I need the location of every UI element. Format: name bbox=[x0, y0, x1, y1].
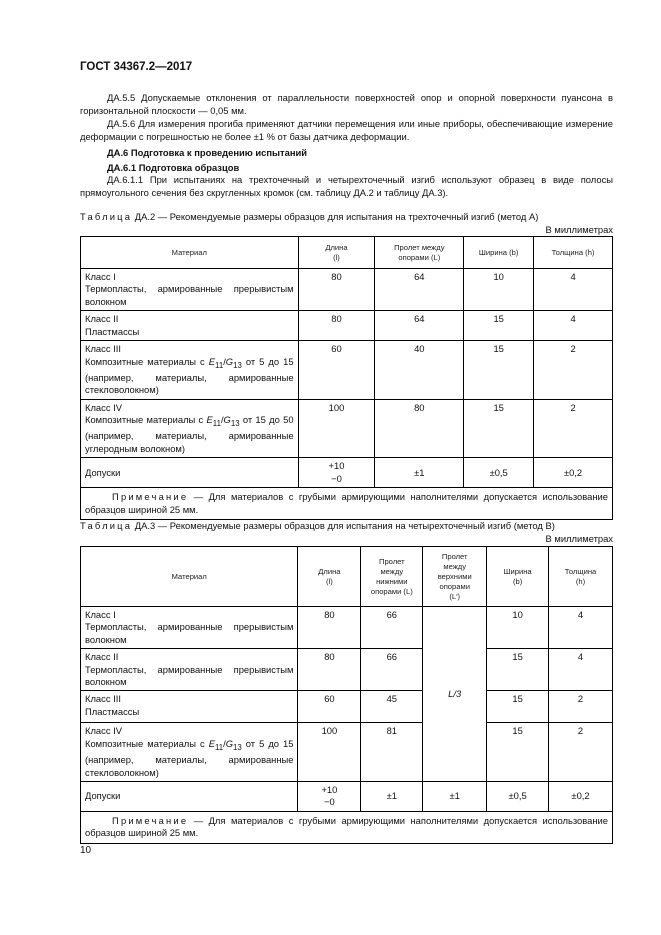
modulus-e: E bbox=[208, 737, 215, 749]
header-lower-span bbox=[361, 547, 423, 607]
note-word: Примечание bbox=[112, 814, 189, 826]
length-tol-plus: +10 bbox=[328, 460, 345, 472]
table-row bbox=[81, 269, 613, 311]
header-thickness bbox=[549, 547, 613, 607]
thickness-cell: 4 bbox=[549, 607, 613, 649]
material-desc: Термопласты, армированные прерывистым волокном bbox=[85, 283, 294, 307]
lower-span-cell: 45 bbox=[361, 691, 423, 723]
modulus-g: G bbox=[223, 414, 231, 426]
length-tol-plus: +10 bbox=[321, 783, 338, 795]
modulus-e: E bbox=[206, 414, 213, 426]
table-da2-caption-text: ДА.2 — Рекомендуемые размеры образцов для испытания на трехточечный изгиб (метод А) bbox=[132, 211, 539, 222]
header-span bbox=[375, 237, 464, 269]
material-class: Класс IV bbox=[85, 401, 122, 413]
material-cell: Класс IV Композитные материалы с $E_{11}/G_{13}$ от 15 до 50 (например, материалы, армированные углеродным волокном) bbox=[81, 399, 299, 458]
width-cell: 10 bbox=[487, 607, 549, 649]
header-upper-span bbox=[423, 547, 487, 607]
h-lower-1: Пролет bbox=[378, 556, 405, 566]
length-tol-minus: −0 bbox=[331, 472, 342, 484]
span-cell: 40 bbox=[375, 341, 464, 400]
width-cell: 15 bbox=[487, 723, 549, 782]
material-class: Класс IV bbox=[85, 725, 122, 737]
material-desc-end: от 15 до 50 (например, материалы, армированные углеродным волокном) bbox=[85, 414, 294, 454]
material-cell bbox=[81, 649, 298, 691]
length-tolerance bbox=[298, 781, 361, 811]
note-text: — Для материалов с грубыми армирующими наполнителями допускается использование образцов шириной 25 мм. bbox=[85, 814, 608, 839]
tolerance-label: Допуски bbox=[81, 781, 298, 811]
material-desc-end: от 5 до 15 (например, материалы, армированные стекловолокном) bbox=[85, 355, 294, 396]
header-width-label: Ширина bbox=[503, 566, 532, 576]
note-text: — Для материалов с грубыми армирующими наполнителями допускается использование образцов шириной 25 мм. bbox=[85, 491, 608, 515]
lower-span-cell: 81 bbox=[361, 723, 423, 782]
table-da3-caption bbox=[80, 520, 555, 531]
modulus-g-index: 13 bbox=[233, 360, 242, 370]
thickness-cell: 4 bbox=[534, 269, 613, 311]
paragraph-da-5-6: ДА.5.6 Для измерения прогиба применяют датчики перемещения или иные приборы, обеспечивающие измерение деформации с погрешностью не более ±1 % от базы датчика деформации. bbox=[80, 118, 613, 143]
header-span-label-2: опорами (L) bbox=[398, 252, 441, 262]
h-upper-5: (L′) bbox=[449, 591, 461, 601]
h-lower-2: между bbox=[380, 566, 404, 576]
modulus-e-index: 11 bbox=[215, 742, 224, 752]
material-desc: Пластмассы bbox=[85, 705, 140, 717]
table-row bbox=[81, 399, 613, 458]
lower-span-cell: 66 bbox=[361, 649, 423, 691]
note-word: Примечание bbox=[112, 491, 189, 503]
modulus-g-index: 13 bbox=[233, 742, 242, 752]
lower-span-tolerance: ±1 bbox=[361, 781, 423, 811]
header-length-symbol: (l) bbox=[333, 252, 340, 262]
table-da3-unit: В миллиметрах bbox=[545, 533, 613, 544]
header-width bbox=[487, 547, 549, 607]
h-lower-4: опорами (L) bbox=[370, 586, 413, 596]
section-heading-da-6: ДА.6 Подготовка к проведению испытаний bbox=[107, 147, 308, 158]
modulus-g: G bbox=[225, 737, 234, 749]
thickness-cell: 2 bbox=[549, 723, 613, 782]
width-cell: 10 bbox=[464, 269, 534, 311]
material-class: Класс I bbox=[85, 271, 116, 282]
material-cell: Класс IV Композитные материалы с $E_{11}/G_{13}$ от 5 до 15 (например, материалы, армированные стекловолокном) bbox=[81, 723, 298, 782]
material-desc-start: Композитные материалы с bbox=[85, 355, 209, 367]
material-desc: Термопласты, армированные прерывистым волокном bbox=[85, 621, 294, 645]
header-length-label: Длина bbox=[318, 566, 341, 576]
h-lower-3: нижними bbox=[376, 576, 408, 586]
table-row bbox=[81, 723, 613, 782]
material-desc-start: Композитные материалы с bbox=[85, 414, 207, 426]
header-length-label: Длина bbox=[325, 242, 348, 252]
span-cell: 64 bbox=[375, 269, 464, 311]
table-da2-header-row bbox=[81, 237, 613, 269]
h-upper-1: Пролет bbox=[441, 551, 468, 561]
material-class: Класс II bbox=[85, 651, 119, 663]
table-da2 bbox=[80, 236, 613, 520]
length-cell: 100 bbox=[298, 723, 361, 782]
material-desc: Термопласты, армированные прерывистым волокном bbox=[85, 663, 294, 688]
table-row bbox=[81, 341, 613, 400]
table-da3-caption-text: ДА.3 — Рекомендуемые размеры образцов для испытания на четырехточечный изгиб (метод В) bbox=[132, 520, 555, 531]
material-desc: Пластмассы bbox=[85, 325, 140, 337]
table-row bbox=[81, 607, 613, 649]
table-da3-note bbox=[81, 811, 613, 843]
subsection-heading-da-6-1: ДА.6.1 Подготовка образцов bbox=[107, 162, 240, 173]
modulus-e: E bbox=[208, 355, 216, 367]
table-row bbox=[81, 649, 613, 691]
width-cell: 15 bbox=[464, 399, 534, 458]
material-class: Класс III bbox=[85, 693, 121, 705]
thickness-tolerance: ±0,2 bbox=[534, 458, 613, 488]
material-desc-end: от 5 до 15 (например, материалы, армированные стекловолокном) bbox=[85, 737, 294, 778]
material-cell bbox=[81, 691, 298, 723]
table-row-tolerances bbox=[81, 781, 613, 811]
length-cell: 80 bbox=[298, 649, 361, 691]
header-span-label: Пролет между bbox=[394, 242, 445, 252]
thickness-cell: 4 bbox=[534, 311, 613, 341]
modulus-e-index: 11 bbox=[215, 360, 224, 370]
material-cell bbox=[81, 607, 298, 649]
span-cell: 64 bbox=[375, 311, 464, 341]
h-upper-4: опорами bbox=[439, 581, 470, 591]
table-da2-note-row bbox=[81, 488, 613, 520]
table-da2-caption bbox=[80, 211, 538, 222]
header-material: Материал bbox=[81, 237, 299, 269]
material-class: Класс II bbox=[85, 313, 119, 325]
thickness-cell: 2 bbox=[534, 341, 613, 400]
length-cell: 80 bbox=[298, 607, 361, 649]
header-length bbox=[298, 547, 361, 607]
span-cell: 80 bbox=[375, 399, 464, 458]
header-thickness-label: Толщина bbox=[564, 566, 597, 576]
material-class: Класс I bbox=[85, 609, 116, 620]
h-upper-2: между bbox=[443, 561, 467, 571]
upper-span-value: L/3 bbox=[448, 687, 462, 699]
thickness-tolerance: ±0,2 bbox=[549, 781, 613, 811]
width-cell: 15 bbox=[464, 341, 534, 400]
length-cell: 80 bbox=[298, 311, 375, 341]
material-cell bbox=[81, 269, 299, 311]
table-row bbox=[81, 311, 613, 341]
tolerance-label: Допуски bbox=[81, 458, 299, 488]
table-row-tolerances bbox=[81, 458, 613, 488]
width-cell: 15 bbox=[487, 649, 549, 691]
width-tolerance: ±0,5 bbox=[487, 781, 549, 811]
table-da3-note-row bbox=[81, 811, 613, 843]
paragraph-da-6-1-1: ДА.6.1.1 При испытаниях на трехточечный и четырехточечный изгиб используют образец в виде полосы прямоугольного сечения без скругленных кромок (см. таблицу ДА.2 и таблицу ДА.3). bbox=[80, 174, 613, 199]
width-cell: 15 bbox=[487, 691, 549, 723]
length-tolerance bbox=[298, 458, 375, 488]
length-tol-minus: −0 bbox=[324, 796, 335, 808]
table-da2-note bbox=[81, 488, 613, 520]
lower-span-cell: 66 bbox=[361, 607, 423, 649]
modulus-g: G bbox=[225, 355, 234, 367]
material-cell: Класс III Композитные материалы с $E_{11}/G_{13}$ от 5 до 15 (например, материалы, армированные стекловолокном) bbox=[81, 341, 299, 400]
table-da3-header-row bbox=[81, 547, 613, 607]
document-header: ГОСТ 34367.2—2017 bbox=[80, 61, 193, 73]
header-material: Материал bbox=[81, 547, 298, 607]
header-width-symbol: (b) bbox=[512, 576, 523, 586]
header-thickness: Толщина (h) bbox=[534, 237, 613, 269]
modulus-e-index: 11 bbox=[212, 419, 221, 428]
material-desc-start: Композитные материалы с bbox=[85, 737, 209, 749]
h-upper-3: верхними bbox=[437, 571, 472, 581]
header-length-symbol: (l) bbox=[326, 576, 333, 586]
modulus-g-index: 13 bbox=[230, 419, 240, 428]
header-thickness-symbol: (h) bbox=[575, 576, 586, 586]
table-da3-caption-word: Таблица bbox=[80, 520, 133, 531]
upper-span-cell bbox=[423, 607, 487, 782]
header-width: Ширина (b) bbox=[464, 237, 534, 269]
upper-span-tolerance: ±1 bbox=[423, 781, 487, 811]
header-length bbox=[298, 237, 375, 269]
material-class: Класс III bbox=[85, 343, 121, 355]
length-cell: 60 bbox=[298, 691, 361, 723]
span-tolerance: ±1 bbox=[375, 458, 464, 488]
thickness-cell: 2 bbox=[549, 691, 613, 723]
thickness-cell: 4 bbox=[549, 649, 613, 691]
table-da2-unit: В миллиметрах bbox=[545, 224, 613, 235]
length-cell: 80 bbox=[298, 269, 375, 311]
width-cell: 15 bbox=[464, 311, 534, 341]
thickness-cell: 2 bbox=[534, 399, 613, 458]
length-cell: 60 bbox=[298, 341, 375, 400]
table-da2-caption-word: Таблица bbox=[80, 211, 133, 222]
page-number: 10 bbox=[80, 845, 92, 856]
width-tolerance: ±0,5 bbox=[464, 458, 534, 488]
material-cell bbox=[81, 311, 299, 341]
paragraph-da-5-5: ДА.5.5 Допускаемые отклонения от параллельности поверхностей опор и опорной поверхности пуансона в горизонтальной плоскости — 0,05 мм. bbox=[80, 92, 613, 117]
length-cell: 100 bbox=[298, 399, 375, 458]
table-da3 bbox=[80, 546, 613, 844]
table-row bbox=[81, 691, 613, 723]
